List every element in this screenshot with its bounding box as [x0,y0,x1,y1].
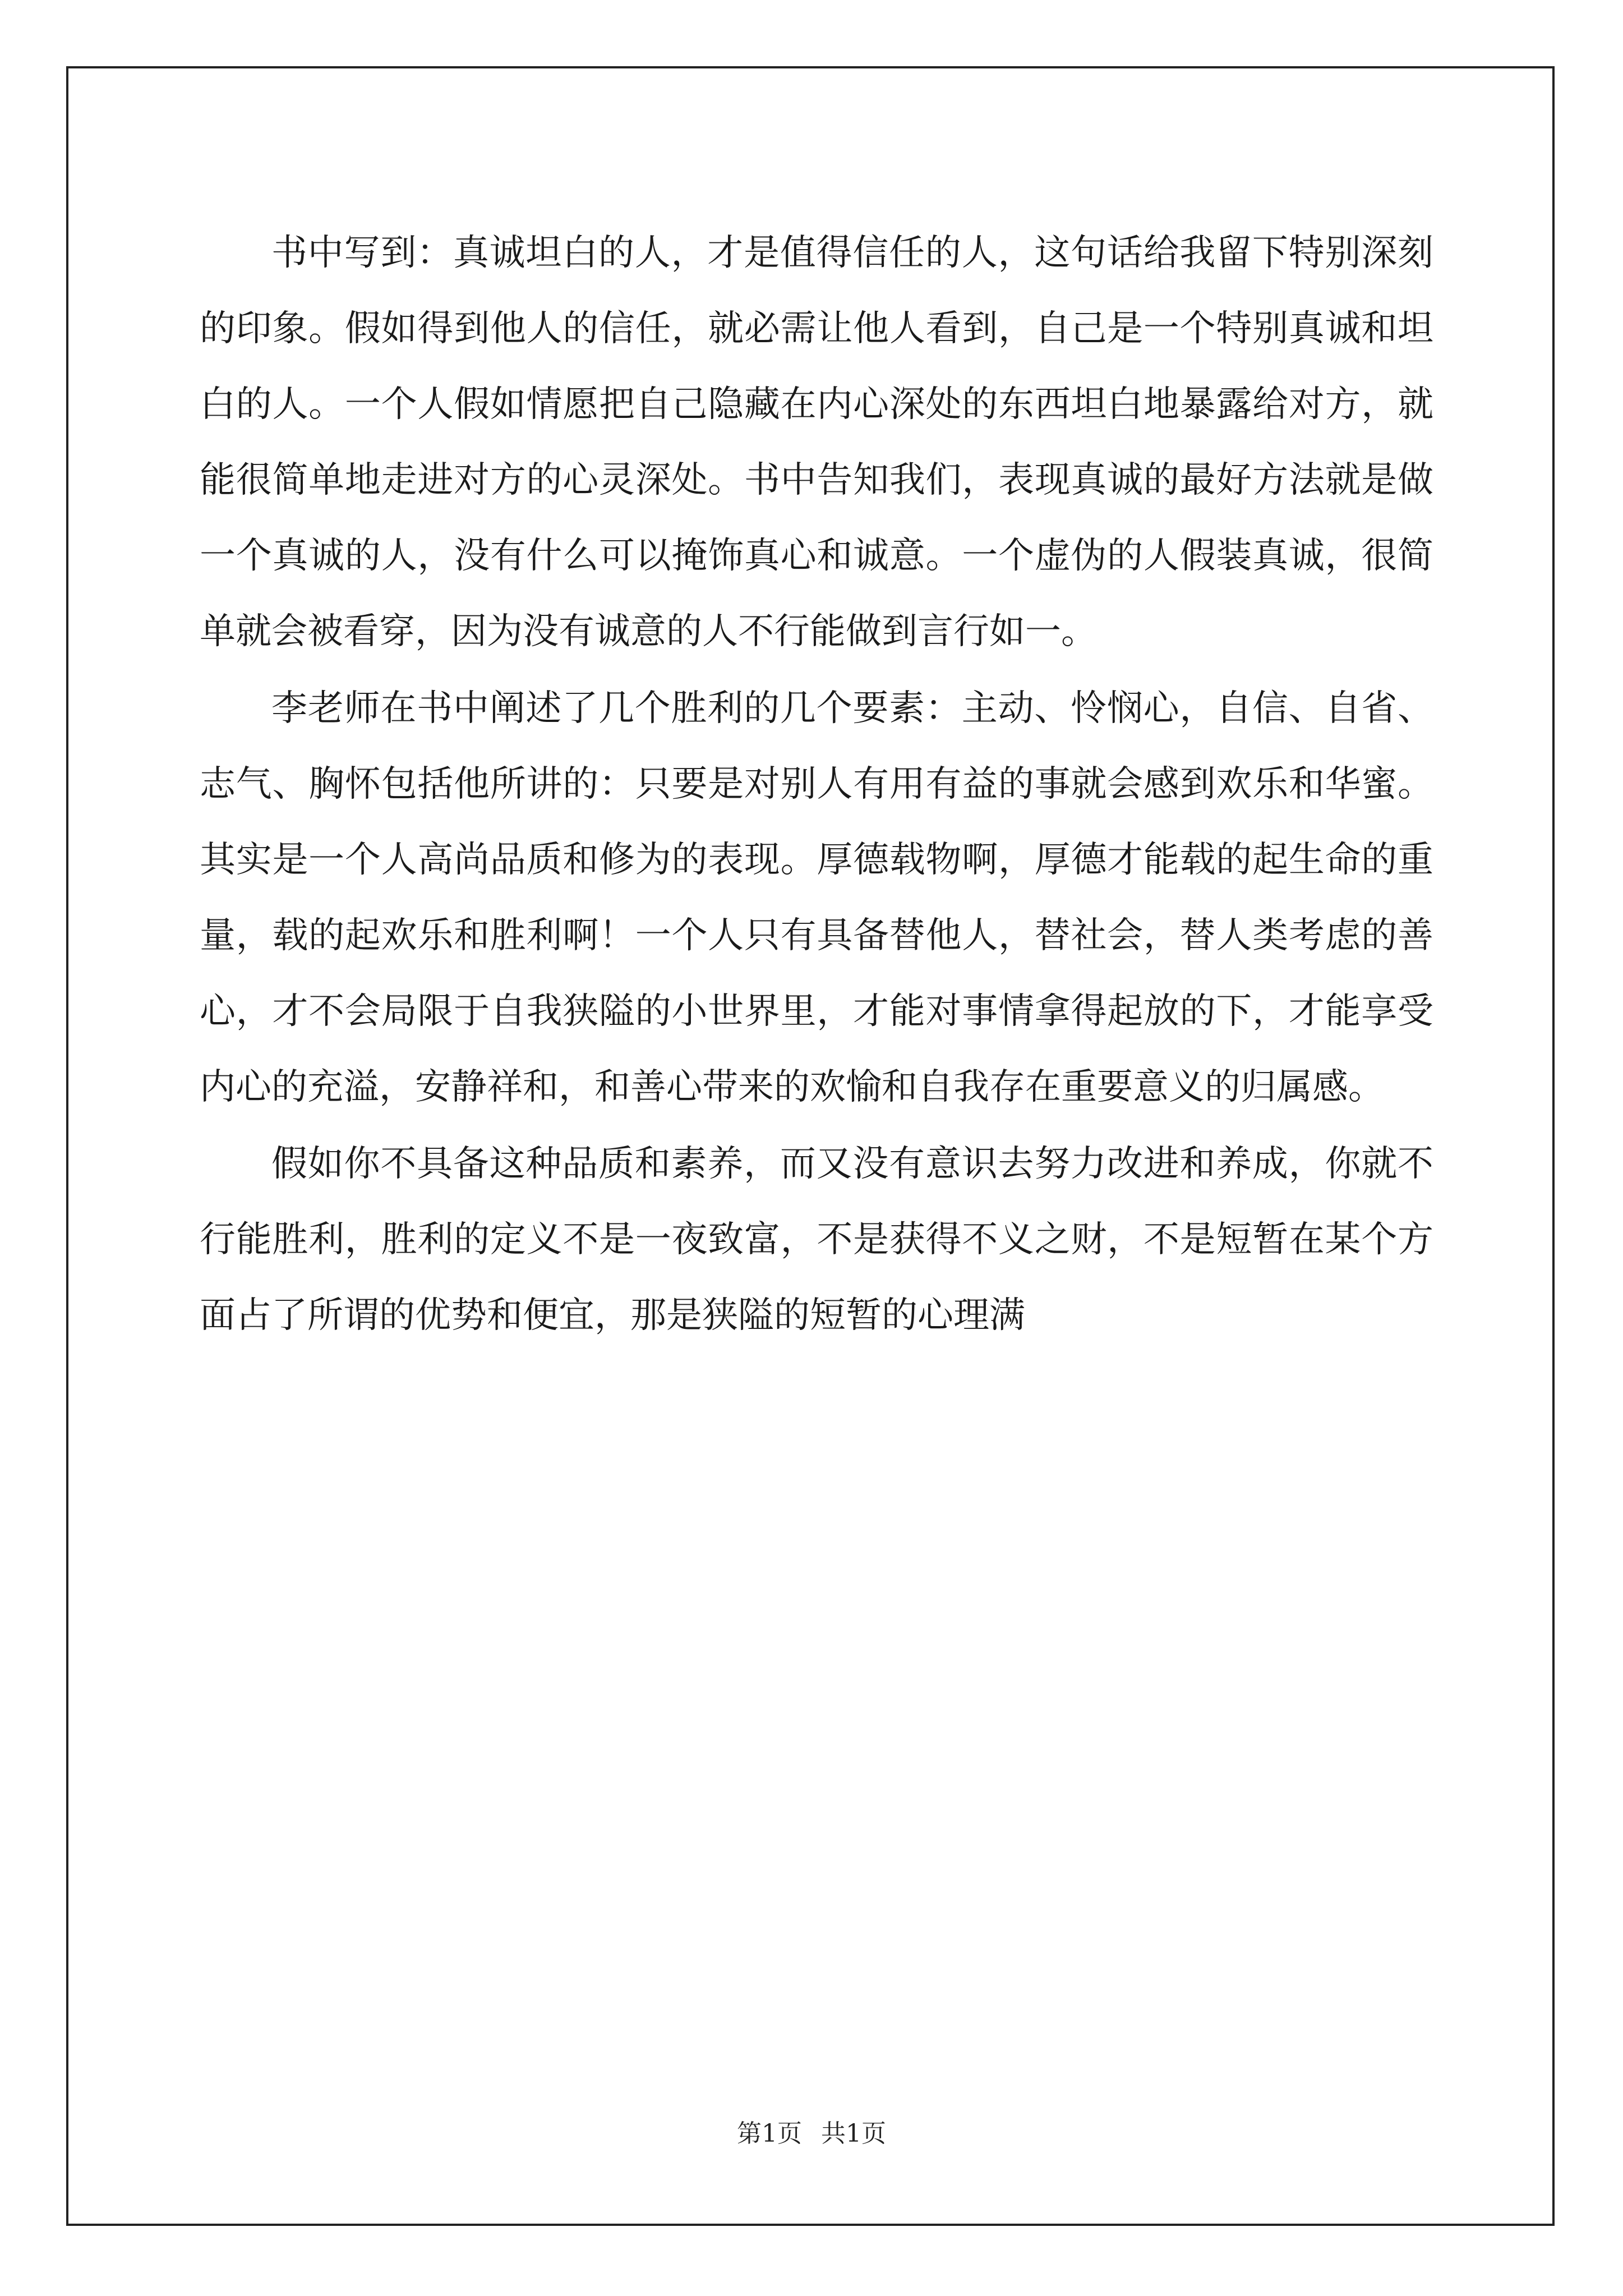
page-count: 共1页 [821,2119,886,2148]
document-body [200,215,1433,1355]
page-footer [0,2117,1623,2151]
paragraph-1: 书中写到：真诚坦白的人，才是值得信任的人，这句话给我留下特别深刻的印象。假如得到他人的信任，就必需让他人看到，自己是一个特别真诚和坦白的人。一个人假如情愿把自己隐藏在内心深处的东西坦白地暴露给对方，就能很简单地走进对方的心灵深处。书中告知我们，表现真诚的最好方法就是做一个真诚的人，没有什么可以掩饰真心和诚意。一个虚伪的人假装真诚，很简单就会被看穿，因为没有诚意的人不行能做到言行如一。 [200,232,1433,652]
page-number: 第1页 [737,2119,802,2148]
paragraph-2: 李老师在书中阐述了几个胜利的几个要素：主动、怜悯心，自信、自省、志气、胸怀包括他所讲的：只要是对别人有用有益的事就会感到欢乐和华蜜。其实是一个人高尚品质和修为的表现。厚德载物啊，厚德才能载的起生命的重量，载的起欢乐和胜利啊！一个人只有具备替他人，替社会，替人类考虑的善心，才不会局限于自我狭隘的小世界里，才能对事情拿得起放的下，才能享受内心的充溢，安静祥和，和善心带来的欢愉和自我存在重要意义的归属感。 [200,688,1433,1108]
paragraph-3: 假如你不具备这种品质和素养，而又没有意识去努力改进和养成，你就不行能胜利，胜利的定义不是一夜致富，不是获得不义之财，不是短暂在某个方面占了所谓的优势和便宜，那是狭隘的短暂的心理满 [200,1143,1433,1336]
